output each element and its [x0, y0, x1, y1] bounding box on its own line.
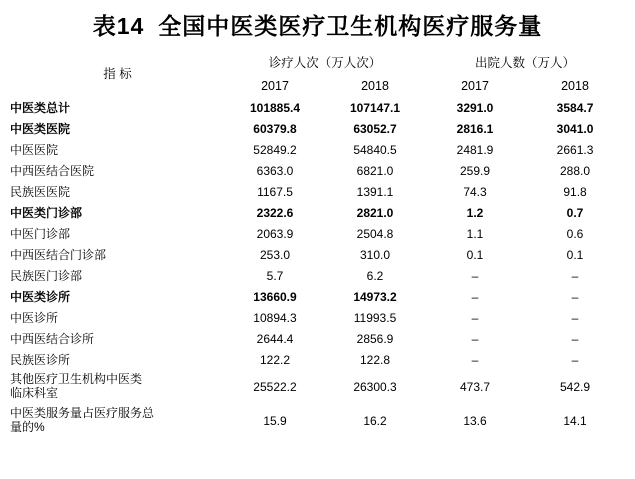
row-label: 民族医医院: [10, 185, 71, 199]
table-row: [10, 349, 625, 370]
cell-visits-2018: 1391.1: [356, 184, 394, 199]
cell-visits-2018: 16.2: [363, 414, 387, 428]
table-row: [10, 202, 625, 223]
table-body: [10, 97, 625, 438]
cell-discharges-2017: 473.7: [460, 380, 491, 394]
row-label: 中医类诊所: [10, 290, 71, 304]
cell-discharges-2017: –: [471, 352, 479, 367]
cell-discharges-2017: –: [471, 289, 479, 304]
cell-discharges-2017: 2481.9: [456, 142, 494, 157]
cell-visits-2018: 54840.5: [353, 142, 397, 157]
table-title-text: 全国中医类医疗卫生机构医疗服务量: [158, 13, 543, 39]
row-label-line2: 临床科室: [10, 386, 59, 400]
cell-discharges-2017: 2816.1: [456, 121, 494, 136]
cell-visits-2018: 2821.0: [356, 205, 394, 220]
row-label: 中医门诊部: [10, 227, 71, 241]
cell-visits-2017: 2063.9: [256, 226, 294, 241]
table-row: [10, 181, 625, 202]
cell-visits-2018: 6.2: [366, 268, 384, 283]
cell-discharges-2017: 0.1: [466, 247, 484, 262]
cell-discharges-2018: –: [571, 310, 579, 325]
cell-visits-2018: 310.0: [359, 247, 391, 262]
year-header-discharges-2017: 2017: [461, 79, 489, 93]
cell-visits-2017: 52849.2: [253, 142, 297, 157]
table-row: [10, 244, 625, 265]
table-row: [10, 139, 625, 160]
year-header-visits-2018: 2018: [361, 79, 389, 93]
cell-discharges-2017: –: [471, 331, 479, 346]
row-label: 中西医结合诊所: [10, 332, 95, 346]
year-header-visits-2017: 2017: [261, 79, 289, 93]
cell-visits-2017: 101885.4: [249, 100, 301, 115]
table-row: [10, 328, 625, 349]
cell-visits-2018: 6821.0: [356, 163, 394, 178]
cell-visits-2017: 253.0: [259, 247, 291, 262]
cell-visits-2018: 26300.3: [353, 380, 397, 394]
cell-discharges-2018: –: [571, 331, 579, 346]
table-row: [10, 160, 625, 181]
row-label: 民族医诊所: [10, 353, 71, 367]
cell-visits-2017: 122.2: [259, 352, 291, 367]
cell-discharges-2018: 542.9: [560, 380, 591, 394]
table-header: [10, 49, 625, 97]
cell-visits-2017: 25522.2: [253, 380, 297, 394]
table-row: [10, 265, 625, 286]
cell-discharges-2017: 3291.0: [456, 100, 494, 115]
cell-visits-2018: 63052.7: [353, 121, 397, 136]
row-label: 中医类门诊部: [10, 206, 83, 220]
cell-visits-2018: 2856.9: [356, 331, 394, 346]
cell-visits-2017: 60379.8: [253, 121, 297, 136]
cell-discharges-2018: 2661.3: [556, 142, 594, 157]
cell-visits-2018: 14973.2: [353, 289, 397, 304]
row-label: 中西医结合门诊部: [10, 248, 107, 262]
cell-discharges-2018: –: [571, 268, 579, 283]
cell-discharges-2017: 1.1: [466, 226, 484, 241]
cell-visits-2017: 1167.5: [257, 184, 293, 199]
table-row: [10, 370, 625, 404]
cell-discharges-2018: 0.7: [566, 205, 584, 220]
cell-discharges-2017: 259.9: [460, 163, 491, 178]
cell-visits-2018: 122.8: [359, 352, 391, 367]
cell-discharges-2018: 3584.7: [556, 100, 594, 115]
cell-visits-2017: 15.9: [263, 414, 287, 428]
cell-discharges-2018: 91.8: [563, 184, 587, 199]
cell-visits-2017: 2644.4: [256, 331, 294, 346]
page-title: [10, 8, 625, 41]
cell-discharges-2018: 3041.0: [556, 121, 594, 136]
table-row: [10, 404, 625, 438]
cell-discharges-2017: 74.3: [463, 184, 487, 199]
table-row: [10, 118, 625, 139]
medical-service-volume-table: [10, 49, 625, 438]
cell-discharges-2018: 288.0: [560, 163, 591, 178]
row-label: [10, 370, 225, 404]
table-row: [10, 97, 625, 118]
cell-visits-2018: 107147.1: [349, 100, 401, 115]
group-header-visits: 诊疗人次（万人次）: [268, 56, 382, 70]
cell-visits-2017: 6363.0: [256, 163, 294, 178]
cell-visits-2017: 5.7: [266, 268, 284, 283]
row-label: [10, 404, 225, 438]
cell-discharges-2017: –: [471, 268, 479, 283]
column-header-indicator: 指 标: [103, 67, 132, 81]
cell-visits-2018: 11993.5: [353, 310, 397, 325]
table-row: [10, 307, 625, 328]
table-row: [10, 223, 625, 244]
year-header-discharges-2018: 2018: [561, 79, 589, 93]
cell-discharges-2018: –: [571, 289, 579, 304]
cell-discharges-2018: 14.1: [563, 414, 587, 428]
cell-discharges-2018: 0.6: [566, 226, 584, 241]
row-label-line2: 量的%: [10, 420, 45, 434]
row-label-line1: 其他医疗卫生机构中医类: [10, 372, 143, 387]
cell-discharges-2017: 13.6: [463, 414, 487, 428]
cell-discharges-2017: 1.2: [466, 205, 484, 220]
row-label: 中医诊所: [10, 311, 59, 325]
row-label: 中医医院: [10, 143, 59, 157]
cell-discharges-2018: –: [571, 352, 579, 367]
row-label: 民族医门诊部: [10, 269, 83, 283]
cell-discharges-2017: –: [471, 310, 479, 325]
cell-visits-2018: 2504.8: [356, 226, 394, 241]
row-label: 中医类医院: [10, 122, 71, 136]
cell-discharges-2018: 0.1: [566, 247, 584, 262]
cell-visits-2017: 13660.9: [253, 289, 297, 304]
table-row: [10, 286, 625, 307]
cell-visits-2017: 2322.6: [256, 205, 294, 220]
row-label: 中西医结合医院: [10, 164, 95, 178]
group-header-discharges: 出院人数（万人）: [475, 56, 576, 70]
row-label-line1: 中医类服务量占医疗服务总: [10, 406, 155, 421]
row-label: 中医类总计: [10, 101, 71, 115]
cell-visits-2017: 10894.3: [253, 310, 297, 325]
table-number: 表14: [92, 13, 145, 39]
